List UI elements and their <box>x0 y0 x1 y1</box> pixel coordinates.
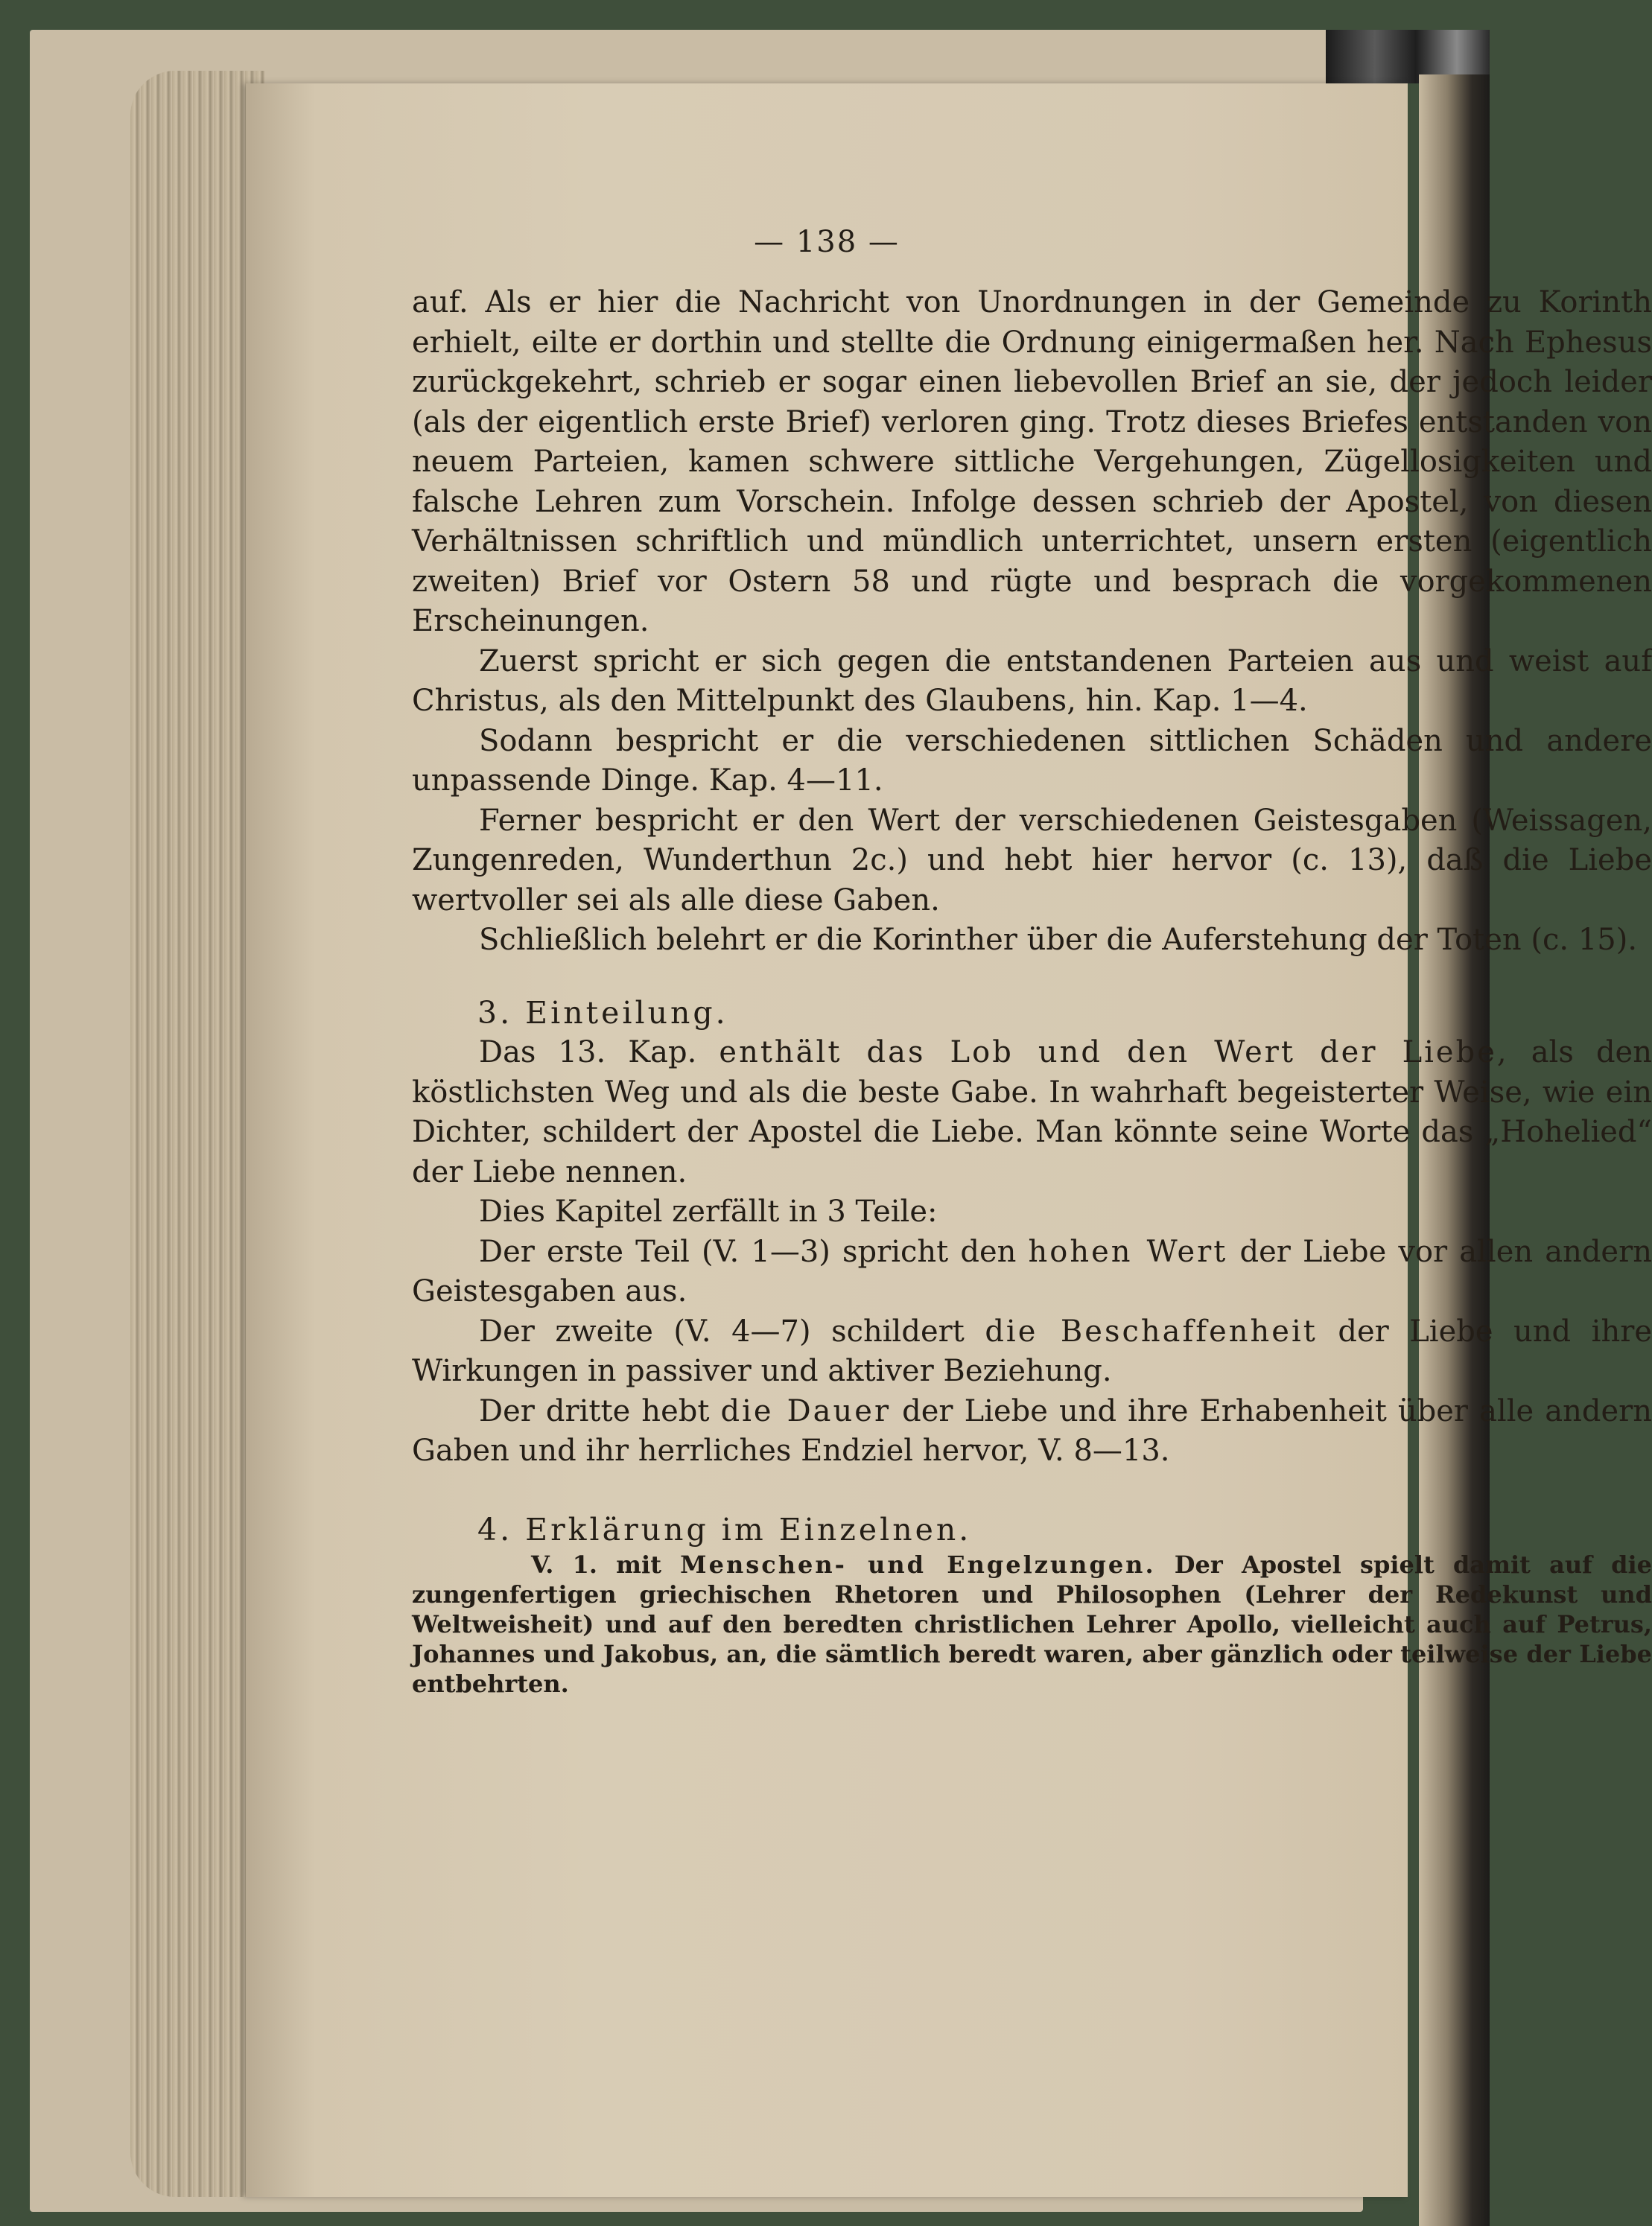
text-span: Der zweite (V. 4—7) schildert <box>479 1314 985 1349</box>
text-span: Der erste Teil (V. 1—3) spricht den <box>479 1234 1029 1269</box>
page-number: — 138 — <box>754 225 900 259</box>
paragraph <box>412 1312 1652 1392</box>
page-body <box>412 283 1652 1699</box>
paragraph: Ferner bespricht er den Wert der verschiedenen Geistesgaben (Weissagen, Zungenreden, Wunderthun 2c.) und hebt hier hervor (c. 13), daß die Liebe wertvoller sei als alle diese Gaben. <box>412 803 1652 918</box>
spacer <box>412 961 1652 993</box>
emphasized-text: enthält das Lob und den Wert der Liebe, <box>719 1035 1509 1069</box>
book-page <box>246 83 1652 2197</box>
paragraph <box>412 1233 1652 1312</box>
section-heading: 3. Einteilung. <box>477 994 728 1031</box>
paragraph: auf. Als er hier die Nachricht von Unordnungen in der Gemeinde zu Korinth erhielt, eilte er dorthin und stellte die Ordnung einigermaßen her. Nach Ephesus zurückgekehrt, schrieb er sogar einen liebevollen Brief an sie, der jedoch leider (als der eigentlich erste Brief) verloren ging. Trotz dieses Briefes entstanden von neuem Parteien, kamen schwere sittliche Vergehungen, Zügellosigkeiten und falsche Lehren zum Vorschein. Infolge dessen schrieb der Apostel, von diesen Verhältnissen schriftlich und mündlich unterrichtet, unsern ersten (eigentlich zweiten) Brief vor Ostern 58 und rügte und besprach die vorgekommenen Erscheinungen. <box>412 285 1652 638</box>
paragraph <box>412 1392 1652 1472</box>
text-span: Der Apostel spielt damit auf die zungenfertigen griechischen Rhetoren und Philosophen (Lehrer der Redekunst und Weltweisheit) und auf den beredten christlichen Lehrer Apollo, vielleicht auch auf Petrus, Johannes und Jakobus, an, die sämtlich beredt waren, aber gänzlich oder teilweise der Liebe entbehrten. <box>412 1551 1652 1698</box>
text-span: der Liebe und ihre Wirkungen in passiver und aktiver Beziehung. <box>412 1314 1652 1388</box>
text-span: der Liebe vor allen andern Geistesgaben aus. <box>412 1234 1652 1308</box>
paragraph: Sodann bespricht er die verschiedenen sittlichen Schäden und andere unpassende Dinge. Kap. 4—11. <box>412 723 1652 798</box>
text-span: der Liebe und ihre Erhabenheit über alle andern Gaben und ihr herrliches Endziel hervor, V. 8—13. <box>412 1393 1652 1468</box>
page-stack-edges <box>130 71 264 2197</box>
footnote-paragraph <box>412 1550 1652 1699</box>
paragraph <box>412 1033 1652 1192</box>
paragraph: Dies Kapitel zerfällt in 3 Teile: <box>479 1195 938 1229</box>
text-span: als den köstlichsten Weg und als die beste Gabe. In wahrhaft begeisterter Weise, wie ein Dichter, schildert der Apostel die Liebe. Man könnte seine Worte das „Hohelied“ der Liebe nennen. <box>412 1035 1652 1189</box>
spacer <box>412 1472 1652 1510</box>
paragraph: Zuerst spricht er sich gegen die entstandenen Parteien aus und weist auf Christus, als den Mittelpunkt des Glaubens, hin. Kap. 1—4. <box>412 643 1652 718</box>
text-span: Das 13. Kap. <box>479 1035 719 1069</box>
text-span: Der dritte hebt <box>479 1393 721 1428</box>
emphasized-text: die Dauer <box>720 1393 892 1428</box>
paragraph: Schließlich belehrt er die Korinther über die Auferstehung der Toten (c. 15). <box>479 923 1638 957</box>
emphasized-text: die Beschaffenheit <box>985 1314 1318 1349</box>
emphasized-text: Menschen- und Engelzungen. <box>680 1551 1156 1579</box>
emphasized-text: hohen Wert <box>1028 1234 1228 1269</box>
section-heading: 4. Erklärung im Einzelnen. <box>477 1511 972 1548</box>
text-span: V. 1. mit <box>531 1551 681 1579</box>
